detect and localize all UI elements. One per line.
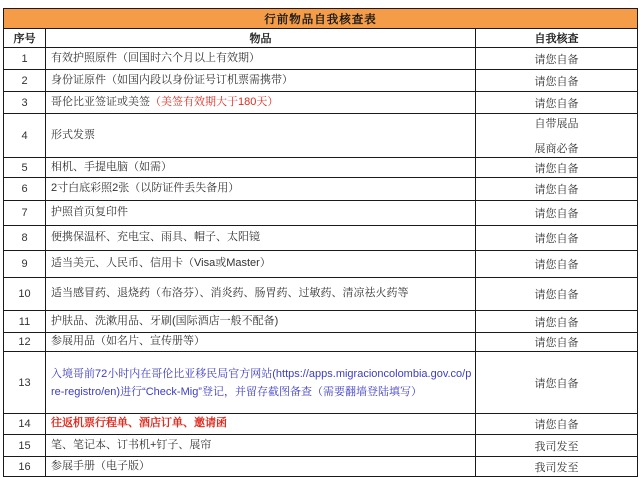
item-text: 有效护照原件（回国时六个月以上有效期） (51, 51, 260, 64)
item-text: 护肤品、洗漱用品、牙刷(国际酒店一般不配备) (51, 314, 279, 327)
column-header-no: 序号 (4, 29, 46, 48)
self-check-text: 请您自备 (534, 419, 579, 431)
item-cell (46, 414, 476, 435)
column-header-row (4, 29, 638, 48)
item-text: 2寸白底彩照2张（以防证件丢失备用） (51, 182, 240, 195)
table-row (4, 352, 638, 414)
item-cell (46, 70, 476, 92)
row-number-cell: 16 (4, 457, 46, 477)
self-check-cell (476, 226, 638, 251)
item-text: （美签有效期大于180天） (150, 95, 279, 108)
row-number-cell: 1 (4, 48, 46, 70)
table-row (4, 311, 638, 333)
item-cell (46, 251, 476, 278)
self-check-cell (476, 333, 638, 352)
self-check-cell (476, 435, 638, 457)
self-check-cell (476, 414, 638, 435)
self-check-text: 请您自备 (534, 75, 579, 88)
self-check-text: 请您自备 (534, 184, 579, 196)
item-cell (46, 311, 476, 333)
self-check-cell (476, 352, 638, 414)
item-text: 往返机票行程单、酒店订单、邀请函 (51, 417, 227, 430)
item-cell (46, 278, 476, 311)
self-check-cell (476, 114, 638, 158)
self-check-cell (476, 278, 638, 311)
item-text: 入境哥前72小时内在哥伦比亚移民局官方网站(https://apps.migracioncolombia.gov.co/pre-registro/en)进行“Check-Mig”登记，并留存截图备查（需要翻墙登陆填写） (51, 367, 472, 398)
self-check-text: 我司发至 (534, 440, 579, 453)
item-cell (46, 333, 476, 352)
table-row (4, 70, 638, 92)
table-row (4, 48, 638, 70)
table-row (4, 178, 638, 201)
self-check-text: 请您自备 (534, 208, 579, 220)
self-check-cell (476, 251, 638, 278)
self-check-cell (476, 178, 638, 201)
row-number-cell: 2 (4, 70, 46, 92)
item-text: 便携保温杯、充电宝、雨具、帽子、太阳镜 (51, 231, 260, 244)
item-text: 适当感冒药、退烧药（布洛芬）、消炎药、肠胃药、过敏药、清凉祛火药等 (51, 287, 409, 300)
row-number-cell: 13 (4, 352, 46, 414)
table-row (4, 333, 638, 352)
item-text: 适当美元、人民币、信用卡（Visa或Master） (51, 257, 271, 270)
table-row (4, 251, 638, 278)
item-cell (46, 114, 476, 158)
item-cell (46, 178, 476, 201)
item-text: 参展手册（电子版） (51, 459, 150, 472)
table-row (4, 435, 638, 457)
row-number-cell: 6 (4, 178, 46, 201)
item-text: 笔、笔记本、订书机+钉子、展帘 (51, 438, 212, 451)
table-row (4, 92, 638, 114)
row-number-cell: 9 (4, 251, 46, 278)
item-text: 身份证原件（如国内段以身份证号订机票需携带） (51, 73, 293, 86)
column-header-check: 自我核查 (476, 29, 638, 48)
self-check-text: 请您自备 (534, 337, 579, 349)
self-check-text: 请您自备 (534, 316, 579, 329)
item-cell (46, 435, 476, 457)
self-check-text: 自带展品 (534, 118, 579, 130)
self-check-text: 请您自备 (534, 162, 579, 175)
row-number-cell: 14 (4, 414, 46, 435)
item-cell (46, 48, 476, 70)
column-header-item: 物品 (46, 29, 476, 48)
table-row (4, 278, 638, 311)
item-cell (46, 201, 476, 226)
self-check-text: 请您自备 (534, 53, 579, 66)
row-number-cell: 4 (4, 114, 46, 158)
self-check-text: 展商必备 (534, 143, 579, 155)
item-cell (46, 92, 476, 114)
row-number-cell: 5 (4, 158, 46, 178)
item-cell (46, 226, 476, 251)
item-text: 相机、手提电脑（如需） (51, 160, 172, 173)
table-row (4, 158, 638, 178)
item-text: 参展用品（如名片、宣传册等） (51, 335, 205, 348)
self-check-cell (476, 158, 638, 178)
row-number-cell: 3 (4, 92, 46, 114)
row-number-cell: 11 (4, 311, 46, 333)
item-text: 护照首页复印件 (51, 206, 128, 219)
row-number-cell: 15 (4, 435, 46, 457)
table-row (4, 226, 638, 251)
item-text: 哥伦比亚签证或美签 (51, 95, 150, 108)
self-check-text: 请您自备 (534, 377, 579, 390)
title-row (4, 9, 638, 29)
item-cell (46, 158, 476, 178)
row-number-cell: 10 (4, 278, 46, 311)
self-check-text: 请您自备 (534, 97, 579, 110)
self-check-cell (476, 457, 638, 477)
self-check-text: 请您自备 (534, 233, 579, 245)
self-check-cell (476, 70, 638, 92)
table-row (4, 114, 638, 158)
row-number-cell: 12 (4, 333, 46, 352)
row-number-cell: 8 (4, 226, 46, 251)
table-row (4, 457, 638, 477)
item-text: 形式发票 (51, 128, 95, 141)
item-cell (46, 352, 476, 414)
row-number-cell: 7 (4, 201, 46, 226)
table-body (4, 48, 638, 477)
table-title: 行前物品自我核查表 (4, 9, 638, 29)
self-check-cell (476, 311, 638, 333)
self-check-cell (476, 48, 638, 70)
self-check-text: 请您自备 (534, 259, 579, 271)
item-cell (46, 457, 476, 477)
table-row (4, 201, 638, 226)
self-check-cell (476, 201, 638, 226)
checklist-table (3, 8, 638, 477)
table-row (4, 414, 638, 435)
self-check-cell (476, 92, 638, 114)
self-check-text: 我司发至 (534, 461, 579, 474)
self-check-text: 请您自备 (534, 289, 579, 301)
